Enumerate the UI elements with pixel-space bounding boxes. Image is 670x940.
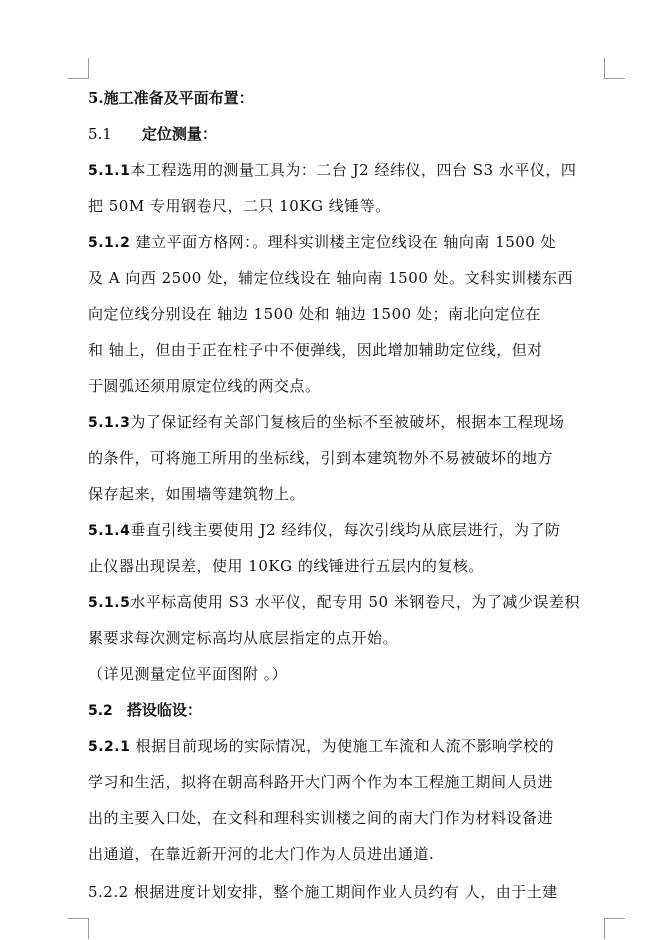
section-title: 搭设临设： <box>126 701 202 719</box>
section-heading-5-2 <box>88 700 202 721</box>
paragraph-5-1-4-line-1 <box>88 520 560 541</box>
paragraph-5-2-1-line-4: 出通道，在靠近新开河的北大门作为人员进出通道. <box>88 845 435 863</box>
paragraph-number: 5.1.4 <box>88 523 131 539</box>
section-number: 5.1 <box>88 125 112 143</box>
paragraph-number: 5.1.1 <box>88 163 131 179</box>
paragraph-text: 垂直引线主要使用 J2 经纬仪，每次引线均从底层进行，为了防 <box>130 521 561 539</box>
paragraph-5-1-5-line-1 <box>88 592 580 613</box>
paragraph-5-2-1-line-3: 出的主要入口处，在文科和理科实训楼之间的南大门作为材料设备进 <box>88 809 554 827</box>
paragraph-number: 5.2.1 <box>88 739 131 755</box>
paragraph-5-1-1-line-1 <box>88 160 576 181</box>
section-number: 5.2 <box>88 703 113 719</box>
paragraph-5-1-3-line-2: 的条件，可将施工所用的坐标线，引到本建筑物外不易被破坏的地方 <box>88 449 554 467</box>
page-corner-mark-top-right <box>604 58 625 79</box>
section-heading-5: 5.施工准备及平面布置： <box>88 89 254 107</box>
section-heading-5-1 <box>88 124 217 144</box>
paragraph-number: 5.1.3 <box>88 415 131 431</box>
paragraph-text: 建立平面方格网：。理科实训楼主定位线设在 轴向南 1500 处 <box>130 233 557 251</box>
paragraph-5-1-1-line-2: 把 50M 专用钢卷尺，二只 10KG 线锤等。 <box>88 197 391 215</box>
paragraph-5-2-1-line-2: 学习和生活，拟将在朝高科路开大门两个作为本工程施工期间人员进 <box>88 773 554 791</box>
section-title: 定位测量： <box>141 125 217 143</box>
paragraph-5-1-3-line-1 <box>88 412 564 433</box>
paragraph-5-1-2-line-3: 向定位线分别设在 轴边 1500 处和 轴边 1500 处；南北向定位在 <box>88 305 541 323</box>
paragraph-text: 水平标高使用 S3 水平仪，配专用 50 米钢卷尺，为了减少误差积 <box>130 593 580 611</box>
page-corner-mark-bottom-left <box>68 918 89 939</box>
paragraph-5-1-3-line-3: 保存起来，如围墙等建筑物上。 <box>88 485 306 503</box>
figure-reference-note: （详见测量定位平面图附 。） <box>88 665 288 683</box>
paragraph-5-2-1-line-1 <box>88 736 554 757</box>
paragraph-text: 本工程选用的测量工具为：二台 J2 经纬仪，四台 S3 水平仪，四 <box>130 161 577 179</box>
paragraph-5-1-5-line-2: 累要求每次测定标高均从底层指定的点开始。 <box>88 629 399 647</box>
paragraph-number: 5.1.5 <box>88 595 131 611</box>
paragraph-text: 根据目前现场的实际情况，为使施工车流和人流不影响学校的 <box>130 737 555 755</box>
paragraph-5-1-2-line-5: 于圆弧还须用原定位线的两交点。 <box>88 377 321 395</box>
paragraph-5-1-4-line-2: 止仪器出现误差，使用 10KG 的线锤进行五层内的复核。 <box>88 557 484 575</box>
paragraph-5-1-2-line-1 <box>88 232 556 253</box>
paragraph-5-2-2-line-1: 5.2.2 根据进度计划安排，整个施工期间作业人员约有 人，由于土建 <box>88 883 558 901</box>
page-corner-mark-bottom-right <box>604 918 625 939</box>
page-corner-mark-top-left <box>68 58 89 79</box>
paragraph-text: 为了保证经有关部门复核后的坐标不至被破坏，根据本工程现场 <box>130 413 565 431</box>
paragraph-5-1-2-line-2: 及 A 向西 2500 处，辅定位线设在 轴向南 1500 处。文科实训楼东西 <box>88 269 574 287</box>
paragraph-5-1-2-line-4: 和 轴上，但由于正在柱子中不便弹线，因此增加辅助定位线，但对 <box>88 341 543 359</box>
paragraph-number: 5.1.2 <box>88 235 131 251</box>
